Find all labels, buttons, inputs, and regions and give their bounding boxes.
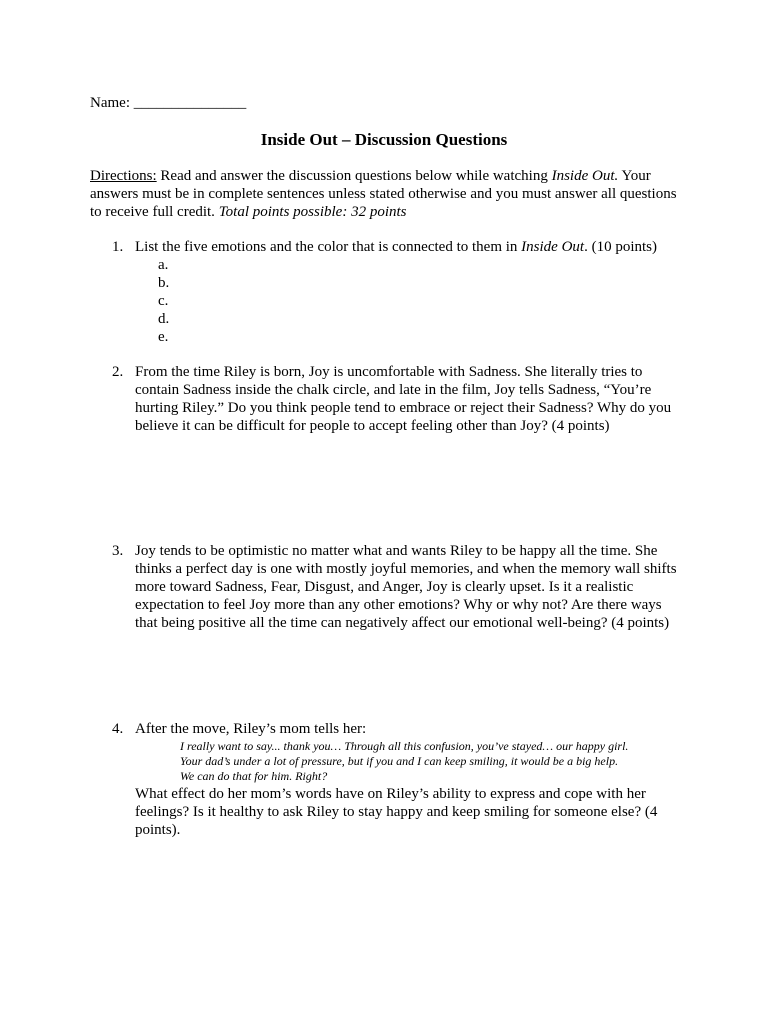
question-intro: After the move, Riley’s mom tells her: — [135, 721, 367, 737]
question-2 — [90, 363, 690, 435]
question-text: What effect do her mom’s words have on Riley’s ability to express and cope with her feelings? Is it healthy to ask Riley to stay happy and keep smiling for someone else? (4 points). — [135, 786, 658, 838]
movie-title: Inside Out — [521, 239, 585, 255]
question-4 — [90, 720, 690, 839]
list-item: c. — [158, 293, 169, 309]
name-field-line: Name: _______________ — [90, 95, 247, 111]
list-item: a. — [158, 257, 169, 273]
question-number: 2. — [112, 364, 124, 380]
question-text: List the five emotions and the color that is connected to them in Inside Out. (10 points) — [135, 239, 657, 255]
question-text: Joy tends to be optimistic no matter what and wants Riley to be happy all the time. She thinks a perfect day is one with mostly joyful memories, and when the memory wall shifts more toward Sadness, Fear, Disgust, and Anger, Joy is clearly upset. Is it a realistic expectation to feel Joy more than any other emotions? Why or why not? Are there ways that being positive all the time can negatively affect our emotional well-being? (4 points) — [135, 543, 677, 631]
total-points: Total points possible: 32 points — [218, 204, 407, 220]
question-text: From the time Riley is born, Joy is uncomfortable with Sadness. She literally tries to contain Sadness inside the chalk circle, and late in the film, Joy tells Sadness, “You’re hurting Riley.” Do you think people tend to embrace or reject their Sadness? Why do you believe it can be difficult for people to accept feeling other than Joy? (4 points) — [135, 364, 672, 434]
mom-quote: I really want to say... thank you… Through all this confusion, you’ve stayed… our happy girl. Your dad’s under a lot of pressure, but if you and I can keep smiling, it would be a big help. We can do that for him. Right? — [180, 739, 629, 783]
list-item: b. — [158, 275, 170, 291]
directions-text-1: Read and answer the discussion questions below while watching — [156, 168, 552, 184]
answer-sublist — [158, 256, 690, 346]
page-title: Inside Out – Discussion Questions — [260, 130, 508, 149]
directions-label: Directions: — [90, 168, 157, 184]
directions-paragraph — [90, 167, 680, 221]
directions-text-2: Your answers must be in complete sentences unless stated otherwise and you must answer all questions to receive full credit. — [90, 168, 677, 220]
question-number: 1. — [112, 239, 124, 255]
movie-title: Inside Out. — [551, 168, 619, 184]
question-3 — [90, 542, 690, 632]
question-number: 3. — [112, 543, 124, 559]
question-block — [135, 720, 680, 839]
question-number: 4. — [112, 721, 124, 737]
question-1 — [90, 238, 690, 346]
list-item: e. — [158, 329, 169, 345]
list-item: d. — [158, 311, 170, 327]
